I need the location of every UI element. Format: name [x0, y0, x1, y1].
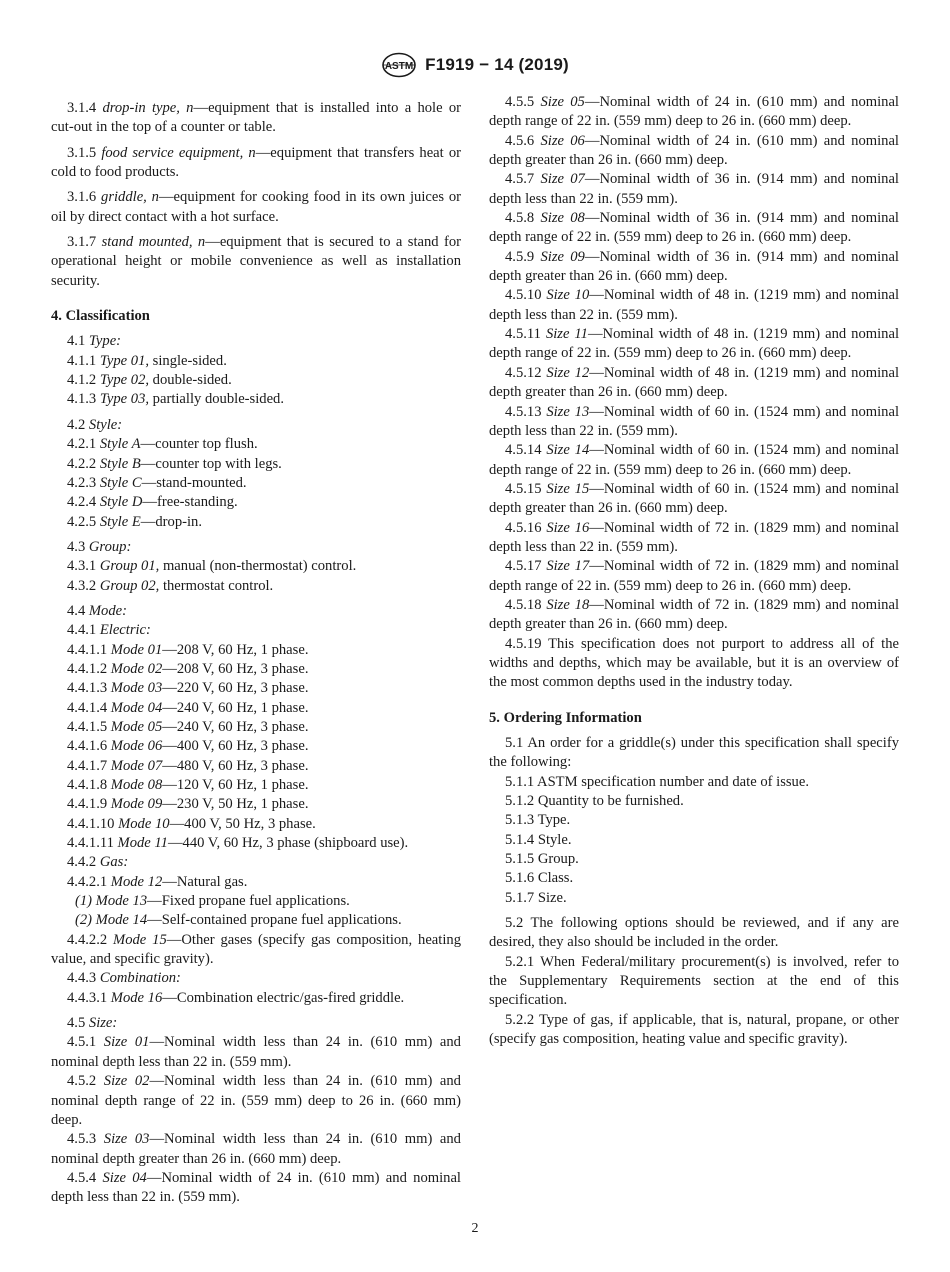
clause-term: Style D	[99, 494, 143, 511]
clause-number: 4.5.11	[505, 326, 546, 343]
clause-text: —220 V, 60 Hz, 3 phase.	[162, 680, 309, 697]
clause-4-5-1	[51, 1033, 461, 1072]
clause-text: double-sided.	[149, 372, 232, 389]
clause-4-1	[51, 332, 461, 351]
clause-number: 5.1.4 Style.	[505, 831, 572, 848]
clause-number: 4.4.2.2	[67, 931, 114, 948]
clause-term: Mode 11	[117, 835, 168, 852]
clause-number: 4.5.16	[505, 519, 547, 536]
clause-4-5-12	[489, 364, 899, 403]
clause-number: 5.1 An order for a griddle(s) under this specification shall specify the following:	[489, 735, 899, 771]
clause-4-5-6	[489, 132, 899, 171]
clause-number: 4.5.10	[505, 287, 547, 304]
clause-term: drop-in type, n	[102, 100, 194, 116]
clause-5-1-6	[489, 869, 899, 888]
clause-3-1-7	[51, 233, 461, 291]
clause-3-1-6	[51, 188, 461, 227]
clause-term: Size 14	[546, 442, 590, 459]
clause-text: single-sided.	[149, 352, 227, 369]
clause-4-5-13	[489, 403, 899, 442]
clause-4-4-1-6	[51, 737, 461, 756]
astm-logo-icon	[381, 52, 417, 78]
clause-text: —Nominal width of 60 in. (1524 mm) and nominal depth less than 22 in. (559 mm).	[489, 403, 899, 439]
clause-number: 4.5	[67, 1015, 89, 1032]
clause-number: 4.5.2	[67, 1073, 104, 1090]
clause-number: 4.5.4	[67, 1169, 103, 1186]
clause-term: Size 09	[540, 248, 585, 265]
clause-text: —440 V, 60 Hz, 3 phase (shipboard use).	[167, 835, 409, 852]
clause-4-5-2	[51, 1072, 461, 1130]
clause-4-2-4	[51, 493, 461, 512]
clause-number: 4.4.1.9	[67, 796, 111, 813]
clause-text: —480 V, 60 Hz, 3 phase.	[162, 757, 309, 774]
clause-term: Size 07	[540, 171, 585, 188]
clause-text: —Combination electric/gas-fired griddle.	[162, 989, 405, 1006]
clause-number: 4.4.1.5	[67, 718, 111, 735]
clause-4-4-2-1-2	[51, 911, 461, 930]
clause-term: Size 01	[103, 1034, 150, 1051]
clause-text: manual (non-thermostat) control.	[159, 558, 357, 575]
clause-text: —stand-mounted.	[141, 474, 247, 491]
clause-term: Size 10	[546, 287, 590, 304]
clause-number: 3.1.4	[67, 100, 103, 116]
clause-number: 4.2.1	[67, 436, 100, 453]
clause-number: 5.1.6 Class.	[505, 870, 574, 887]
clause-4-4-1-2	[51, 660, 461, 679]
clause-text: —counter top flush.	[140, 436, 258, 453]
clause-number: 4.4.1.3	[67, 680, 111, 697]
clause-term: Type:	[88, 333, 122, 350]
clause-4-4-1-10	[51, 815, 461, 834]
clause-number: 5.2 The following options should be reviewed, and if any are desired, they also should be included in the order.	[489, 915, 899, 951]
clause-term: Size 16	[546, 519, 590, 536]
clause-term: Mode 07	[110, 757, 163, 774]
clause-4-2-3	[51, 474, 461, 493]
document-designation: F1919 − 14 (2019)	[425, 55, 569, 74]
clause-text: —Other gases (specify gas composition, heating value, and specific gravity).	[51, 931, 461, 968]
clause-4-4-1-7	[51, 757, 461, 776]
clause-text: —Nominal width of 36 in. (914 mm) and nominal depth greater than 26 in. (660 mm) deep.	[489, 248, 899, 285]
clause-number: 4.5.5	[505, 94, 541, 110]
clause-number: 4.5.14	[505, 442, 547, 459]
clause-4-1-1	[51, 352, 461, 371]
clause-4-3-2	[51, 577, 461, 596]
clause-text: —counter top with legs.	[140, 455, 282, 472]
clause-4-2-2	[51, 455, 461, 474]
clause-term: Electric:	[99, 622, 151, 639]
clause-number: 4.4.1.1	[67, 641, 111, 658]
clause-term: Mode 05	[110, 718, 163, 735]
clause-3-1-5	[51, 144, 461, 183]
clause-4-2-5	[51, 513, 461, 532]
clause-4-5-7	[489, 170, 899, 209]
clause-text: —240 V, 60 Hz, 1 phase.	[162, 699, 309, 716]
clause-4-2-1	[51, 435, 461, 454]
clause-term: Mode 02	[110, 660, 163, 677]
clause-term: Group 01,	[99, 558, 160, 575]
clause-number: 4.5.8	[505, 210, 541, 227]
clause-number: 4.5.7	[505, 171, 541, 188]
clause-text: —Fixed propane fuel applications.	[147, 893, 350, 910]
clause-number: 5.2.1 When Federal/military procurement(s) is involved, refer to the Supplementary Requirements section at the end of this specification.	[489, 953, 899, 1009]
clause-number: 5.1.5 Group.	[505, 851, 579, 868]
clause-number: 4.5.9	[505, 248, 541, 265]
section-heading: 5. Ordering Information	[489, 709, 642, 726]
clause-number: 4.2.2	[67, 455, 100, 472]
clause-5-2	[489, 914, 899, 953]
clause-term: stand mounted, n	[101, 234, 206, 251]
clause-4-5-19	[489, 635, 899, 693]
clause-text: —230 V, 50 Hz, 1 phase.	[162, 796, 309, 813]
clause-number: 4.4.1	[67, 622, 100, 639]
clause-number: 4.4.1.7	[67, 757, 111, 774]
clause-5-1-7	[489, 889, 899, 908]
clause-4-4-3	[51, 969, 461, 988]
clause-text: —free-standing.	[142, 494, 238, 511]
clause-text: —Nominal width of 72 in. (1829 mm) and nominal depth greater than 26 in. (660 mm) deep.	[489, 596, 899, 633]
clause-term: griddle, n	[101, 189, 159, 206]
clause-4-5-18	[489, 596, 899, 635]
clause-number: 4.5.17	[505, 558, 547, 575]
clause-number: 4.1.2	[67, 372, 100, 389]
clause-text: —equipment that transfers heat or cold to food products.	[51, 144, 461, 181]
clause-term: Size:	[88, 1015, 118, 1032]
page-number: 2	[471, 1221, 479, 1236]
clause-number: 4.4.1.4	[67, 699, 111, 716]
clause-term: Style C	[99, 474, 142, 491]
clause-text: —Self-contained propane fuel applications.	[147, 912, 402, 929]
clause-text: —Nominal width of 24 in. (610 mm) and nominal depth less than 22 in. (559 mm).	[51, 1169, 461, 1206]
clause-text: —Nominal width of 72 in. (1829 mm) and nominal depth range of 22 in. (559 mm) deep to 26 in. (660 mm) deep.	[489, 558, 899, 594]
clause-text: —Nominal width of 24 in. (610 mm) and nominal depth range of 22 in. (559 mm) deep to 26 in. (660 mm) deep.	[489, 94, 899, 130]
clause-text: —208 V, 60 Hz, 1 phase.	[162, 641, 309, 658]
clause-text: —240 V, 60 Hz, 3 phase.	[162, 718, 309, 735]
clause-5-1-4	[489, 831, 899, 850]
clause-term: Mode 03	[110, 680, 163, 697]
clause-4-2	[51, 416, 461, 435]
clause-number: 3.1.5	[67, 144, 102, 161]
clause-5-1-1	[489, 773, 899, 792]
clause-number: 4.2.5	[67, 513, 100, 530]
clause-4-4-2-1-1	[51, 892, 461, 911]
clause-4-5-17	[489, 557, 899, 596]
clause-term: Size 05	[540, 94, 585, 110]
clause-number: 4.3	[67, 538, 89, 555]
clause-number: 4.5.3	[67, 1131, 104, 1148]
clause-4-5-10	[489, 286, 899, 325]
svg-text:ASTM: ASTM	[384, 61, 414, 72]
clause-term: Size 03	[103, 1131, 150, 1148]
clause-term: Style A	[99, 436, 141, 453]
clause-term: Mode 06	[110, 738, 163, 755]
clause-term: Size 06	[540, 132, 585, 149]
clause-number: 4.5.19 This specification does not purport to address all of the widths and depths, which may be available, but it is an overview of the most common depths used in the industry today.	[489, 635, 899, 691]
clause-number: 5.1.1 ASTM specification number and date of issue.	[505, 773, 809, 790]
clause-term: Group:	[88, 538, 132, 555]
clause-number: 5.1.3 Type.	[505, 812, 571, 829]
clause-4-4-3-1	[51, 989, 461, 1008]
clause-text: —Nominal width of 48 in. (1219 mm) and nominal depth range of 22 in. (559 mm) deep to 26 in. (660 mm) deep.	[489, 326, 900, 362]
clause-4-4-1-4	[51, 699, 461, 718]
clause-5-1-5	[489, 850, 899, 869]
clause-4-5-3	[51, 1130, 461, 1169]
clause-4-4-1-11	[51, 834, 461, 853]
clause-term: Style B	[99, 455, 141, 472]
clause-4-5-4	[51, 1169, 461, 1208]
clause-4-5-16	[489, 519, 899, 558]
clause-term: Mode 01	[110, 641, 163, 658]
clause-text: —208 V, 60 Hz, 3 phase.	[162, 660, 309, 677]
clause-5-2-2	[489, 1011, 899, 1050]
clause-4-5-5	[489, 93, 899, 132]
clause-term: Mode 04	[110, 699, 163, 716]
clause-number: 4.4.1.10	[67, 815, 119, 832]
clause-text: —equipment that is secured to a stand for operational height or mobile convenience as well as installation security.	[51, 234, 461, 289]
clause-term: (2) Mode 14	[75, 912, 148, 929]
clause-term: Size 18	[546, 596, 590, 613]
clause-number: 4.5.1	[67, 1034, 104, 1051]
clause-number: 4.1	[67, 333, 89, 350]
clause-term: Gas:	[99, 854, 129, 871]
clause-term: Mode 09	[110, 796, 163, 813]
clause-text: —Nominal width of 36 in. (914 mm) and nominal depth range of 22 in. (559 mm) deep to 26 in. (660 mm) deep.	[489, 210, 899, 246]
clause-5-2-1	[489, 953, 899, 1011]
clause-text: —400 V, 60 Hz, 3 phase.	[162, 738, 309, 755]
clause-4-1-2	[51, 371, 461, 390]
clause-term: Type 01,	[99, 352, 150, 369]
clause-number: 4.3.1	[67, 558, 100, 575]
clause-number: 4.4.2.1	[67, 873, 111, 890]
clause-number: 4.5.13	[505, 403, 547, 420]
clause-text: —Nominal width less than 24 in. (610 mm) and nominal depth greater than 26 in. (660 mm) deep.	[51, 1131, 461, 1167]
clause-number: 4.5.18	[505, 596, 547, 613]
clause-term: Style:	[88, 416, 123, 433]
clause-number: 4.2	[67, 416, 89, 433]
clause-4-4	[51, 602, 461, 621]
clause-4-5-15	[489, 480, 899, 519]
clause-text: —equipment that is installed into a hole or cut-out in the top of a counter or table.	[51, 100, 461, 136]
clause-number: 4.4.2	[67, 854, 100, 871]
clause-4-4-1	[51, 621, 461, 640]
clause-number: 4.4.3	[67, 970, 100, 987]
clause-text: —Nominal width of 48 in. (1219 mm) and nominal depth greater than 26 in. (660 mm) deep.	[489, 364, 899, 401]
clause-5-1	[489, 734, 899, 773]
clause-text: —Nominal width of 36 in. (914 mm) and nominal depth less than 22 in. (559 mm).	[489, 171, 899, 207]
clause-3-1-4	[51, 99, 461, 138]
clause-text: —Nominal width of 24 in. (610 mm) and nominal depth greater than 26 in. (660 mm) deep.	[489, 132, 899, 169]
clause-number: 4.1.3	[67, 391, 100, 408]
clause-4-3-1	[51, 557, 461, 576]
clause-4-1-3	[51, 390, 461, 409]
clause-text: —drop-in.	[140, 513, 202, 530]
clause-number: 4.4.1.2	[67, 660, 111, 677]
clause-4-5-14	[489, 441, 899, 480]
clause-term: Mode:	[88, 602, 127, 619]
right-column	[489, 93, 899, 1050]
clause-number: 5.1.2 Quantity to be furnished.	[505, 793, 684, 810]
clause-4-4-1-8	[51, 776, 461, 795]
clause-term: Mode 16	[110, 989, 163, 1006]
clause-term: Size 12	[546, 364, 590, 381]
clause-text: —Nominal width of 72 in. (1829 mm) and nominal depth less than 22 in. (559 mm).	[489, 519, 899, 555]
clause-term: Combination:	[99, 970, 181, 987]
clause-term: food service equipment, n	[101, 144, 256, 161]
clause-term: Size 04	[102, 1169, 147, 1186]
clause-number: 4.5.15	[505, 480, 547, 497]
clause-term: Group 02,	[99, 577, 160, 594]
clause-number: 4.5.6	[505, 132, 541, 149]
clause-4-4-1-3	[51, 679, 461, 698]
clause-number: 4.2.3	[67, 474, 100, 491]
clause-4-5	[51, 1014, 461, 1033]
clause-term: Mode 08	[110, 777, 163, 793]
clause-text: —Nominal width of 48 in. (1219 mm) and nominal depth less than 22 in. (559 mm).	[489, 287, 899, 323]
clause-term: Mode 10	[118, 815, 170, 832]
clause-term: Mode 12	[110, 873, 163, 890]
clause-number: 4.3.2	[67, 577, 100, 594]
clause-term: Type 03,	[99, 391, 150, 408]
clause-text: —Nominal width less than 24 in. (610 mm) and nominal depth range of 22 in. (559 mm) deep to 26 in. (660 mm) deep.	[51, 1073, 461, 1128]
section-heading: 4. Classification	[51, 308, 150, 325]
clause-4-4-1-9	[51, 795, 461, 814]
clause-term: Size 11	[545, 326, 588, 343]
clause-4-4-2-2	[51, 931, 461, 970]
clause-term: Type 02,	[99, 372, 150, 389]
clause-number: 4.2.4	[67, 494, 100, 511]
clause-number: 4.1.1	[67, 352, 100, 369]
clause-term: Size 13	[546, 403, 590, 420]
clause-number: 4.5.12	[505, 364, 547, 381]
clause-number: 4.4.1.8	[67, 777, 111, 793]
clause-number: 5.1.7 Size.	[505, 889, 567, 906]
page-header	[0, 52, 950, 83]
clause-5-1-3	[489, 811, 899, 830]
clause-text: —equipment for cooking food in its own juices or oil by direct contact with a hot surface.	[51, 189, 461, 225]
clause-4-4-2	[51, 853, 461, 872]
clause-4-3	[51, 538, 461, 557]
clause-text: —Nominal width less than 24 in. (610 mm) and nominal depth less than 22 in. (559 mm).	[51, 1034, 461, 1070]
clause-text: —120 V, 60 Hz, 1 phase.	[162, 777, 309, 793]
clause-number: 4.4.1.6	[67, 738, 111, 755]
clause-4-5-11	[489, 325, 899, 364]
clause-term: Style E	[99, 513, 141, 530]
clause-term: Size 02	[103, 1073, 150, 1090]
clause-term: Size 08	[540, 210, 585, 227]
clause-text: —Nominal width of 60 in. (1524 mm) and nominal depth range of 22 in. (559 mm) deep to 26 in. (660 mm) deep.	[489, 442, 899, 478]
clause-number: 4.4.1.11	[67, 835, 118, 852]
clause-number: 5.2.2 Type of gas, if applicable, that is, natural, propane, or other (specify gas composition, heating value and specific gravity).	[489, 1011, 899, 1048]
clause-term: Size 17	[546, 558, 590, 575]
clause-text: —400 V, 50 Hz, 3 phase.	[169, 815, 316, 832]
clause-4-5-8	[489, 209, 899, 248]
clause-4-4-1-1	[51, 641, 461, 660]
clause-4-4-2-1	[51, 873, 461, 892]
clause-number: 4.4	[67, 602, 89, 619]
clause-5-1-2	[489, 792, 899, 811]
clause-number: 4.4.3.1	[67, 989, 111, 1006]
clause-term: (1) Mode 13	[75, 893, 148, 910]
clause-term: Size 15	[546, 480, 590, 497]
clause-4-5-9	[489, 248, 899, 287]
clause-text: partially double-sided.	[149, 391, 284, 408]
left-column	[51, 93, 461, 1208]
clause-text: —Natural gas.	[162, 873, 248, 890]
clause-text: thermostat control.	[159, 577, 274, 594]
clause-term: Mode 15	[113, 931, 167, 948]
clause-4-4-1-5	[51, 718, 461, 737]
clause-text: —Nominal width of 60 in. (1524 mm) and nominal depth greater than 26 in. (660 mm) deep.	[489, 480, 899, 517]
clause-number: 3.1.6	[67, 189, 102, 206]
clause-number: 3.1.7	[67, 234, 102, 251]
